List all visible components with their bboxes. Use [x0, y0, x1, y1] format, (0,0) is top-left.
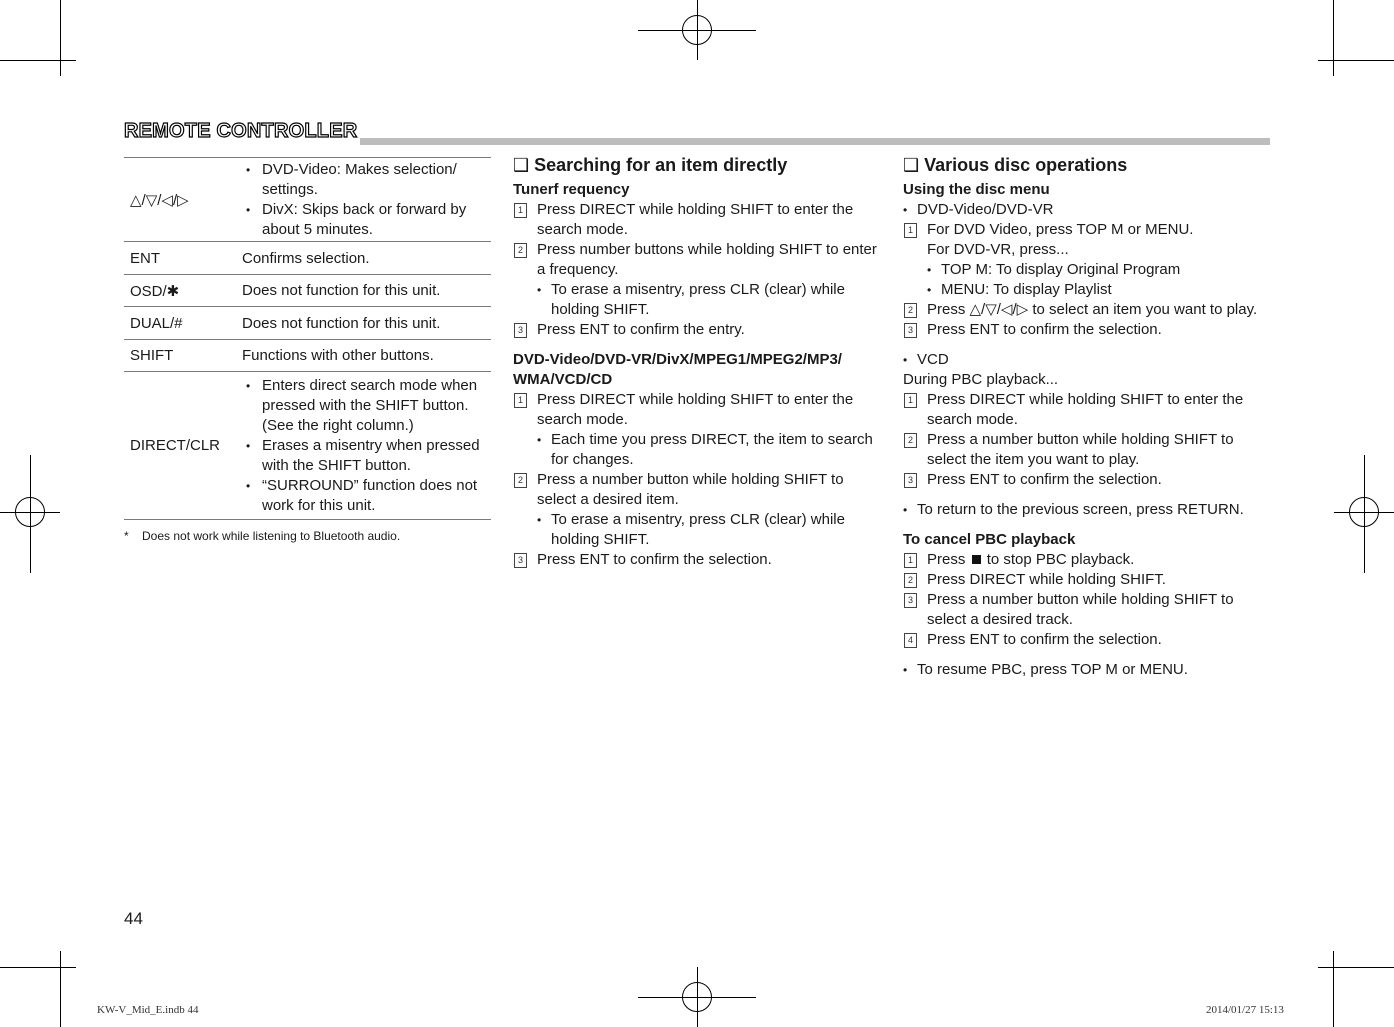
key-label: △/▽/◁/▷: [124, 158, 236, 242]
crop-mark: [1333, 0, 1334, 76]
cancel-heading: To cancel PBC playback: [903, 531, 1076, 548]
step-number: 1: [904, 223, 917, 238]
step: [903, 390, 1263, 430]
step: [903, 590, 1263, 630]
step-text: Press number buttons while holding SHIFT to enter a frequency.: [537, 241, 877, 278]
step: [513, 550, 879, 570]
disc-heading: DVD-Video/DVD-VR/DivX/MPEG1/MPEG2/MP3/ WMA/VCD/CD: [513, 351, 842, 388]
step: [903, 320, 1263, 340]
step-number: 2: [904, 573, 917, 588]
step: [903, 630, 1263, 650]
crop-mark: [60, 951, 61, 1027]
footnote: [124, 529, 400, 543]
sub-bullet: • To erase a misentry, press CLR (clear) while holding SHIFT.: [513, 510, 879, 550]
step-text: Press a number button while holding SHIFT to select a desired item.: [537, 471, 844, 508]
step-number: 3: [904, 473, 917, 488]
step-number: 3: [514, 323, 527, 338]
title-rule: [360, 138, 1270, 145]
various-title: ❑ Various disc operations: [903, 155, 1128, 175]
key-description: [236, 158, 491, 242]
step-text: Press DIRECT while holding SHIFT to enter the search mode.: [537, 201, 854, 238]
step: [513, 240, 879, 280]
list-item: • “SURROUND” function does not work for this unit.: [242, 476, 491, 516]
step-text: to stop PBC playback.: [986, 551, 1135, 568]
registration-line: [697, 967, 698, 1027]
step-text: Press: [927, 551, 966, 568]
step-text: Press DIRECT while holding SHIFT to enter the search mode.: [537, 391, 854, 428]
sub-bullet: • TOP M: To display Original Program: [903, 260, 1263, 280]
spacer: [903, 520, 1263, 530]
step: [513, 470, 879, 510]
bullet-item: • To resume PBC, press TOP M or MENU.: [903, 660, 1263, 680]
step-text: Press ENT to confirm the selection.: [927, 631, 1162, 648]
step-text: Press ENT to confirm the selection.: [537, 551, 772, 568]
spacer: [903, 490, 1263, 500]
search-column: [513, 154, 879, 570]
step: [513, 320, 879, 340]
crop-mark: [1333, 951, 1334, 1027]
step-number: 3: [904, 323, 917, 338]
key-description: Functions with other buttons.: [236, 340, 491, 372]
various-column: [903, 154, 1263, 680]
step-text: Press ENT to confirm the entry.: [537, 321, 745, 338]
list-item: • Enters direct search mode when pressed with the SHIFT button. (See the right column.): [242, 376, 491, 436]
crop-mark: [1318, 60, 1394, 61]
spacer: [513, 340, 879, 350]
list-item: • DivX: Skips back or forward by about 5 minutes.: [242, 200, 491, 240]
sub-bullet: • Each time you press DIRECT, the item to search for changes.: [513, 430, 879, 470]
crop-mark: [0, 967, 76, 968]
key-label: ENT: [124, 242, 236, 275]
table-row: [124, 372, 491, 520]
step: [903, 550, 1263, 570]
step-text: Press ENT to confirm the selection.: [927, 321, 1162, 338]
step-text: Press a number button while holding SHIFT to select a desired track.: [927, 591, 1234, 628]
registration-line: [30, 455, 31, 573]
step: [513, 390, 879, 430]
menu-heading: Using the disc menu: [903, 181, 1050, 198]
step-number: 3: [904, 593, 917, 608]
tuner-heading: Tunerf requency: [513, 181, 630, 198]
step: [903, 220, 1263, 260]
stop-icon: [972, 555, 981, 564]
sub-bullet: • MENU: To display Playlist: [903, 280, 1263, 300]
footnote-mark: *: [124, 529, 129, 543]
key-description: Does not function for this unit.: [236, 307, 491, 340]
footnote-text: Does not work while listening to Bluetooth audio.: [142, 529, 401, 543]
bullet-item: • To return to the previous screen, press RETURN.: [903, 500, 1263, 520]
bullet-item: • VCD: [903, 350, 1263, 370]
remote-key-table: [124, 157, 491, 520]
sub-bullet: • To erase a misentry, press CLR (clear) while holding SHIFT.: [513, 280, 879, 320]
step-number: 3: [514, 553, 527, 568]
section-title: REMOTE CONTROLLER: [124, 120, 358, 142]
registration-line: [697, 0, 698, 60]
table-row: [124, 307, 491, 340]
table-row: [124, 242, 491, 275]
print-footer-left: KW-V_Mid_E.indb 44: [97, 1004, 199, 1016]
step-text: Press ENT to confirm the selection.: [927, 471, 1162, 488]
step-number: 1: [904, 553, 917, 568]
table-row: [124, 340, 491, 372]
list-item: • DVD-Video: Makes selection/ settings.: [242, 160, 491, 200]
step-number: 1: [904, 393, 917, 408]
step-number: 1: [514, 393, 527, 408]
bullet-item: • DVD-Video/DVD-VR: [903, 200, 1263, 220]
key-description: Does not function for this unit.: [236, 275, 491, 307]
spacer: [903, 340, 1263, 350]
step-text: Press DIRECT while holding SHIFT.: [927, 571, 1166, 588]
step-number: 2: [514, 243, 527, 258]
step: [513, 200, 879, 240]
table-row: [124, 275, 491, 307]
step-text: Press a number button while holding SHIFT to select the item you want to play.: [927, 431, 1234, 468]
step-number: 2: [904, 433, 917, 448]
step-text: For DVD-VR, press...: [927, 241, 1069, 258]
table-row: [124, 158, 491, 242]
step-text: For DVD Video, press TOP M or MENU.: [927, 221, 1194, 238]
crop-mark: [1318, 967, 1394, 968]
spacer: [903, 650, 1263, 660]
step: [903, 470, 1263, 490]
key-label: OSD/✱: [124, 275, 236, 307]
page-number: 44: [124, 909, 143, 928]
step: [903, 300, 1263, 320]
key-label: SHIFT: [124, 340, 236, 372]
key-description: [236, 372, 491, 520]
crop-mark: [0, 60, 76, 61]
step-text: Press △/▽/◁/▷ to select an item you want to play.: [927, 301, 1258, 318]
key-label: DIRECT/CLR: [124, 372, 236, 520]
step-number: 2: [514, 473, 527, 488]
step-text: Press DIRECT while holding SHIFT to enter the search mode.: [927, 391, 1244, 428]
print-footer-right: 2014/01/27 15:13: [1206, 1004, 1284, 1016]
key-description: Confirms selection.: [236, 242, 491, 275]
list-item: • Erases a misentry when pressed with the SHIFT button.: [242, 436, 491, 476]
step: [903, 430, 1263, 470]
vcd-intro: During PBC playback...: [903, 371, 1059, 388]
registration-line: [1364, 455, 1365, 573]
step-number: 2: [904, 303, 917, 318]
step-number: 4: [904, 633, 917, 648]
search-title: ❑ Searching for an item directly: [513, 155, 788, 175]
step-number: 1: [514, 203, 527, 218]
step: [903, 570, 1263, 590]
crop-mark: [60, 0, 61, 76]
key-label: DUAL/#: [124, 307, 236, 340]
